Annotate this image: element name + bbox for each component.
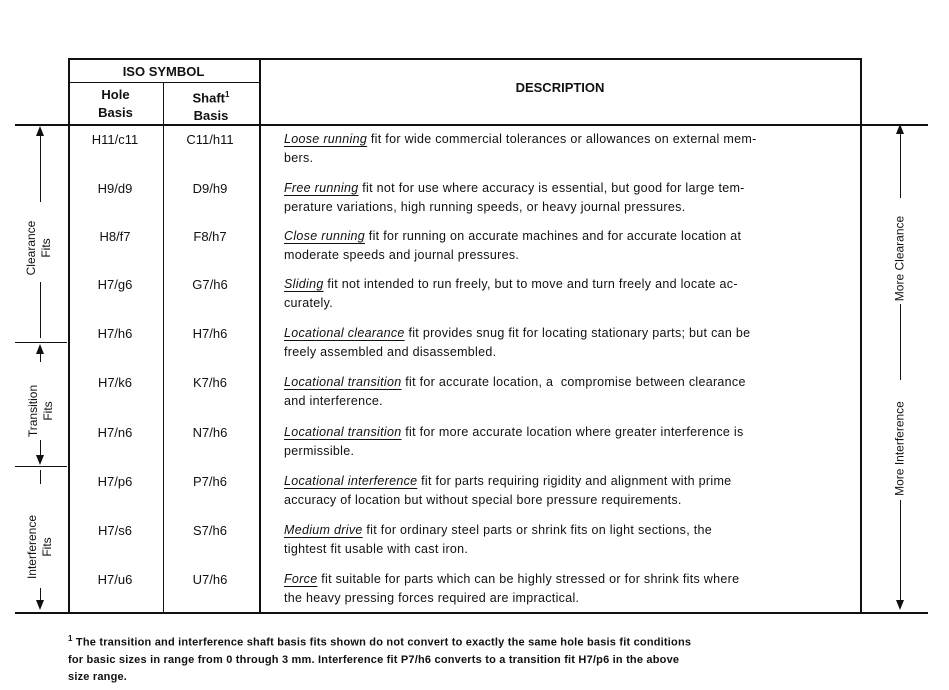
transition-up-arrow <box>36 344 44 354</box>
fit-name: Medium drive <box>284 523 363 537</box>
fit-name: Locational clearance <box>284 326 405 340</box>
clearance-up-arrow <box>36 126 44 136</box>
transition-label <box>26 366 56 456</box>
fit-name: Free running <box>284 181 359 195</box>
fit-name: Sliding <box>284 277 324 291</box>
fit-description <box>284 373 854 411</box>
description-header: DESCRIPTION <box>515 80 605 95</box>
footnote-mark: 1 <box>68 634 73 643</box>
clearance-label <box>24 203 54 293</box>
fit-description-text: fit for running on accurate machines and for accurate location at <box>365 229 742 243</box>
shaft-basis-code: H7/h6 <box>192 326 228 341</box>
transition-bracket-lower <box>40 440 41 456</box>
more-clearance-arrow <box>896 124 904 134</box>
fit-description <box>284 227 854 265</box>
clearance-text: Clearance <box>24 220 38 276</box>
hole-basis-code: H7/p6 <box>97 474 133 489</box>
fit-description <box>284 472 854 510</box>
hole-basis-code: H9/d9 <box>97 181 133 196</box>
hole-basis-code: H7/g6 <box>97 277 133 292</box>
fit-description-text: fit for accurate location, a compromise between clearance <box>401 375 746 389</box>
hole-basis-code: H7/n6 <box>97 425 133 440</box>
fit-description-text: fit for more accurate location where greater interference is <box>401 425 744 439</box>
more-interference-label: More Interference <box>892 401 907 496</box>
interference-label <box>25 502 55 592</box>
footnote-mark: 1 <box>225 90 230 99</box>
basis-label: Basis <box>193 108 229 124</box>
fit-name: Locational transition <box>284 375 402 389</box>
shaft-basis-code: F8/h7 <box>193 229 227 244</box>
footnote-line1: The transition and interference shaft basis fits shown do not convert to exactly the same hole basis fit conditions <box>75 636 692 649</box>
code-description-divider <box>259 58 261 613</box>
interference-text: Interference <box>25 514 39 580</box>
header-bottom-border <box>15 124 928 126</box>
transition-text: Transition <box>26 384 40 438</box>
fit-description-text: fit provides snug fit for locating stationary parts; but can be <box>404 326 751 340</box>
fit-description-text: fit not intended to run freely, but to move and turn freely and locate ac- <box>323 277 738 291</box>
shaft-basis-code: D9/h9 <box>192 181 228 196</box>
more-clearance-line-upper <box>900 130 901 198</box>
fit-description-text: fit for ordinary steel parts or shrink fits on light sections, the <box>362 523 713 537</box>
interference-bracket-upper <box>40 470 41 484</box>
fit-description-line2: the heavy pressing forces required are impractical. <box>284 591 580 605</box>
footnote-line2: for basic sizes in range from 0 through 3 mm. Interference fit P7/h6 converts to a transition fit H7/p6 in the above <box>68 653 680 666</box>
shaft-basis-code: P7/h6 <box>193 474 227 489</box>
transition-down-arrow <box>36 455 44 465</box>
fit-name: Force <box>284 572 318 586</box>
hole-basis-code: H7/h6 <box>97 326 133 341</box>
fit-description-line2: bers. <box>284 151 314 165</box>
fit-name: Locational interference <box>284 474 418 488</box>
shaft-basis-code: C11/h11 <box>186 132 234 147</box>
footnote <box>68 630 888 686</box>
more-clearance-line-lower <box>900 304 901 380</box>
hole-shaft-divider <box>163 82 164 613</box>
clearance-bracket-upper <box>40 130 41 202</box>
fit-description-line2: tightest fit usable with cast iron. <box>284 542 469 556</box>
fit-description <box>284 130 854 168</box>
hole-basis-code: H7/s6 <box>98 523 132 538</box>
interference-down-arrow <box>36 600 44 610</box>
clearance-fits-text: Fits <box>39 238 53 258</box>
fit-name: Close running <box>284 229 366 243</box>
hole-basis-code: H7/k6 <box>98 375 132 390</box>
fit-description <box>284 324 854 362</box>
hole-basis-code: H11/c11 <box>91 132 139 147</box>
clearance-transition-separator <box>15 342 67 343</box>
fit-description-line2: freely assembled and disassembled. <box>284 345 497 359</box>
table-top-border <box>68 58 861 60</box>
more-interference-line-lower <box>900 500 901 600</box>
fit-description <box>284 570 854 608</box>
fit-description-text: fit suitable for parts which can be highly stressed or for shrink fits where <box>317 572 740 586</box>
hole-basis-code: H7/u6 <box>97 572 133 587</box>
fit-name: Locational transition <box>284 425 402 439</box>
fit-description-line2: accuracy of location but without special bore pressure requirements. <box>284 493 682 507</box>
fit-name: Loose running <box>284 132 368 146</box>
transition-fits-text: Fits <box>41 401 55 421</box>
shaft-basis-code: G7/h6 <box>192 277 228 292</box>
fit-description-text: fit not for use where accuracy is essential, but good for large tem- <box>358 181 745 195</box>
shaft-basis-code: U7/h6 <box>192 572 228 587</box>
fit-description-text: fit for parts requiring rigidity and alignment with prime <box>417 474 732 488</box>
footnote-line3: size range. <box>68 670 128 683</box>
shaft-basis-header <box>163 86 259 125</box>
fit-description <box>284 423 854 461</box>
shaft-basis-code: S7/h6 <box>193 523 227 538</box>
shaft-basis-code: K7/h6 <box>193 375 227 390</box>
clearance-bracket-lower <box>40 282 41 338</box>
shaft-basis-code: N7/h6 <box>192 425 228 440</box>
hole-basis-header: Hole Basis <box>98 87 133 120</box>
hole-basis-code: H8/f7 <box>99 229 131 244</box>
more-interference-arrow <box>896 600 904 610</box>
iso-symbol-header: ISO SYMBOL <box>122 64 205 79</box>
right-table-border <box>860 58 862 613</box>
table-bottom-border <box>15 612 928 614</box>
fit-description <box>284 275 854 313</box>
transition-interference-separator <box>15 466 67 467</box>
fit-description <box>284 521 854 559</box>
fit-description-line2: perature variations, high running speeds, or heavy journal pressures. <box>284 200 686 214</box>
fit-description-line2: permissible. <box>284 444 355 458</box>
fit-description-line2: moderate speeds and journal pressures. <box>284 248 520 262</box>
shaft-label: Shaft <box>192 90 226 106</box>
interference-fits-text: Fits <box>40 537 54 557</box>
more-clearance-label: More Clearance <box>892 215 907 302</box>
fit-description <box>284 179 854 217</box>
fit-description-line2: curately. <box>284 296 334 310</box>
fit-description-text: fit for wide commercial tolerances or allowances on external mem- <box>367 132 757 146</box>
fit-description-line2: and interference. <box>284 394 383 408</box>
